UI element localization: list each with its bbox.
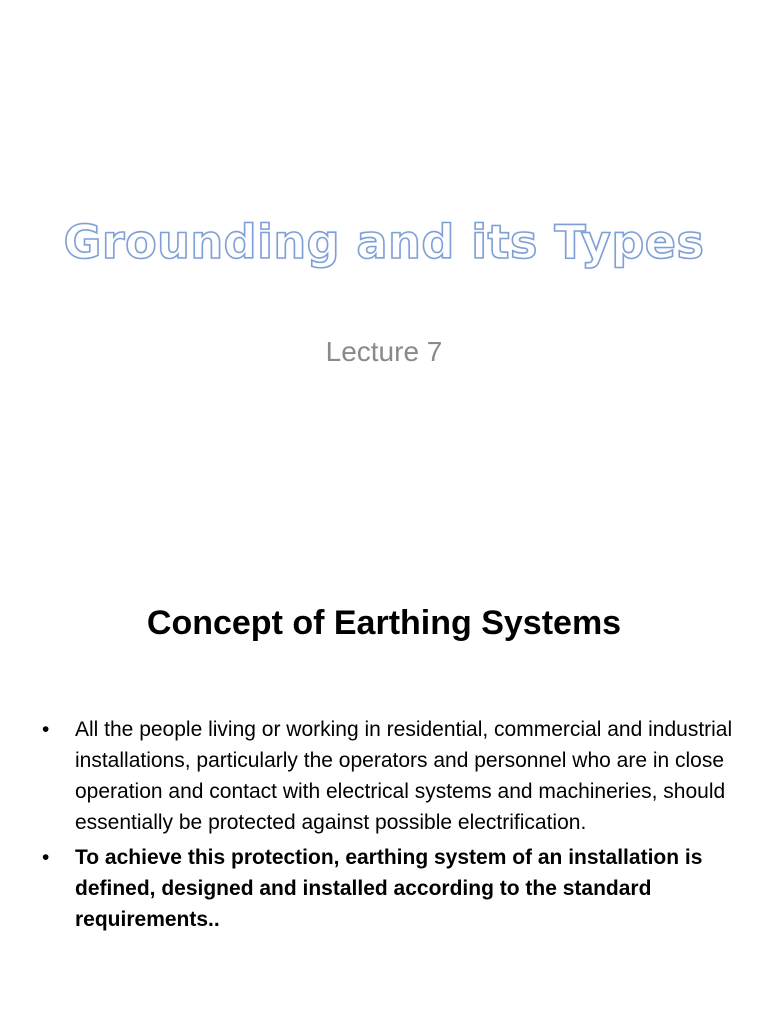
content-slide	[0, 512, 768, 1024]
bullet-icon: •	[42, 846, 50, 869]
slide-heading: Concept of Earthing Systems	[146, 604, 622, 642]
slide-subtitle: Lecture 7	[325, 336, 443, 367]
bullet-text: To achieve this protection, earthing system of an installation is defined, designed and installed according to the standard requirements..	[75, 846, 703, 931]
bullet-list	[38, 714, 738, 939]
bullet-item	[38, 842, 738, 935]
slide-title: Grounding and its Types	[63, 215, 705, 269]
bullet-text: All the people living or working in residential, commercial and industrial installations, particularly the operators and personnel who are in close operation and contact with electrical systems and machineries, should essentially be protected against possible electrification.	[75, 718, 733, 834]
bullet-item	[38, 714, 738, 838]
bullet-icon: •	[42, 718, 50, 741]
